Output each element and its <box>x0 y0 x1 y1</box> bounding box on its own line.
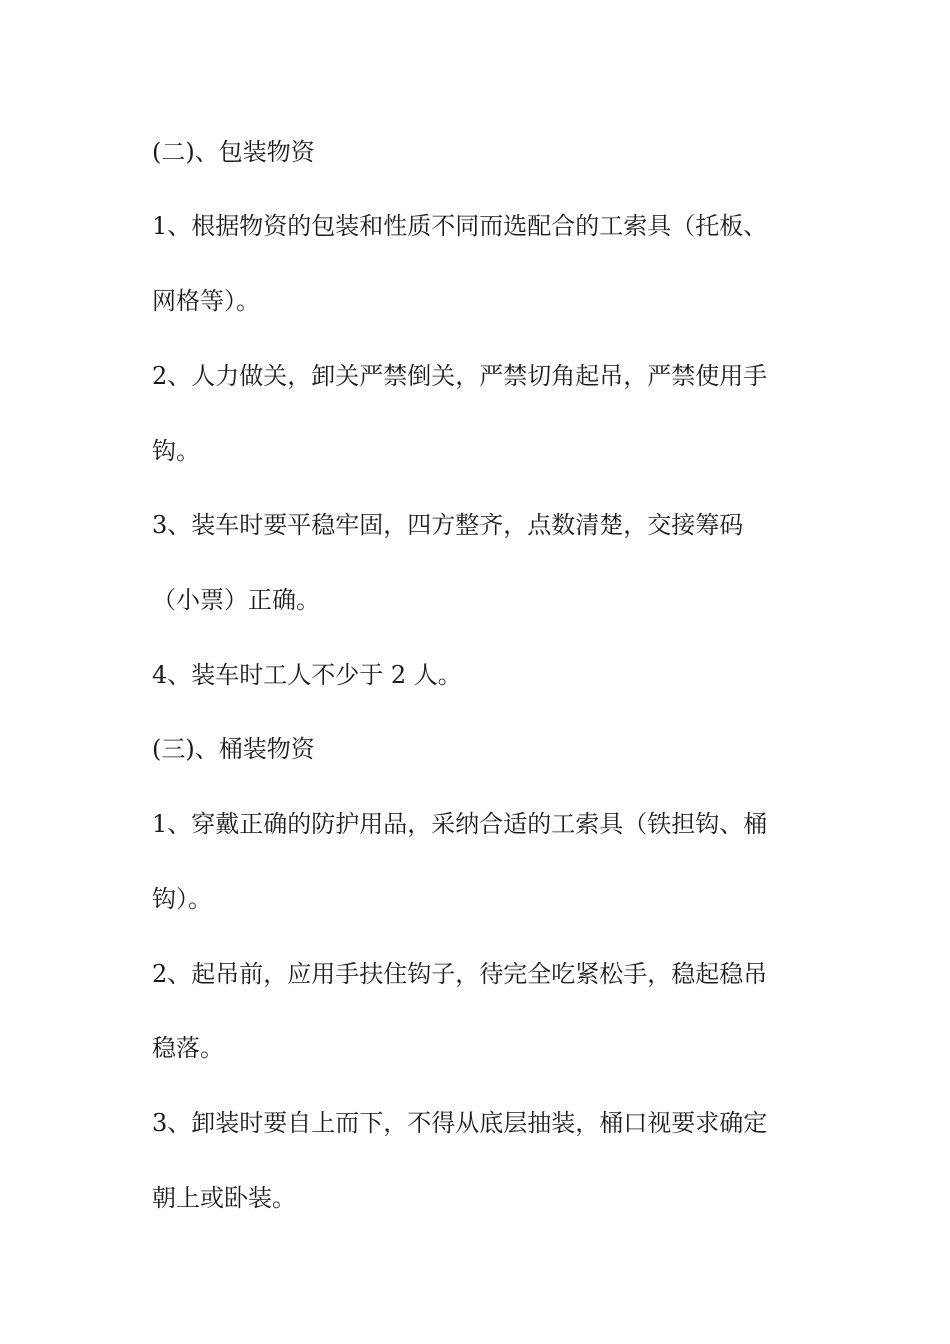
paragraph-line: 钩。 <box>152 437 200 465</box>
paragraph-line: 1、穿戴正确的防护用品，采纳合适的工索具（铁担钩、桶 <box>152 810 768 838</box>
paragraph-line: 钩）。 <box>152 885 212 913</box>
paragraph-line: 朝上或卧装。 <box>152 1184 296 1212</box>
section-heading-barrel-goods: (三)、桶装物资 <box>152 735 315 763</box>
paragraph-line: 4、装车时工人不少于 2 人。 <box>152 661 462 689</box>
section-heading-packaged-goods: (二)、包装物资 <box>152 138 315 166</box>
paragraph-line: 2、起吊前，应用手扶住钩子，待完全吃紧松手，稳起稳吊 <box>152 960 768 988</box>
paragraph-line: （小票）正确。 <box>152 586 320 614</box>
paragraph-line: 网格等）。 <box>152 287 260 315</box>
paragraph-line: 3、装车时要平稳牢固，四方整齐，点数清楚，交接筹码 <box>152 511 744 539</box>
paragraph-line: 稳落。 <box>152 1034 224 1062</box>
paragraph-line: 1、根据物资的包装和性质不同而选配合的工索具（托板、 <box>152 212 768 240</box>
paragraph-line: 2、人力做关，卸关严禁倒关，严禁切角起吊，严禁使用手 <box>152 362 768 390</box>
paragraph-line: 3、卸装时要自上而下，不得从底层抽装，桶口视要求确定 <box>152 1109 768 1137</box>
